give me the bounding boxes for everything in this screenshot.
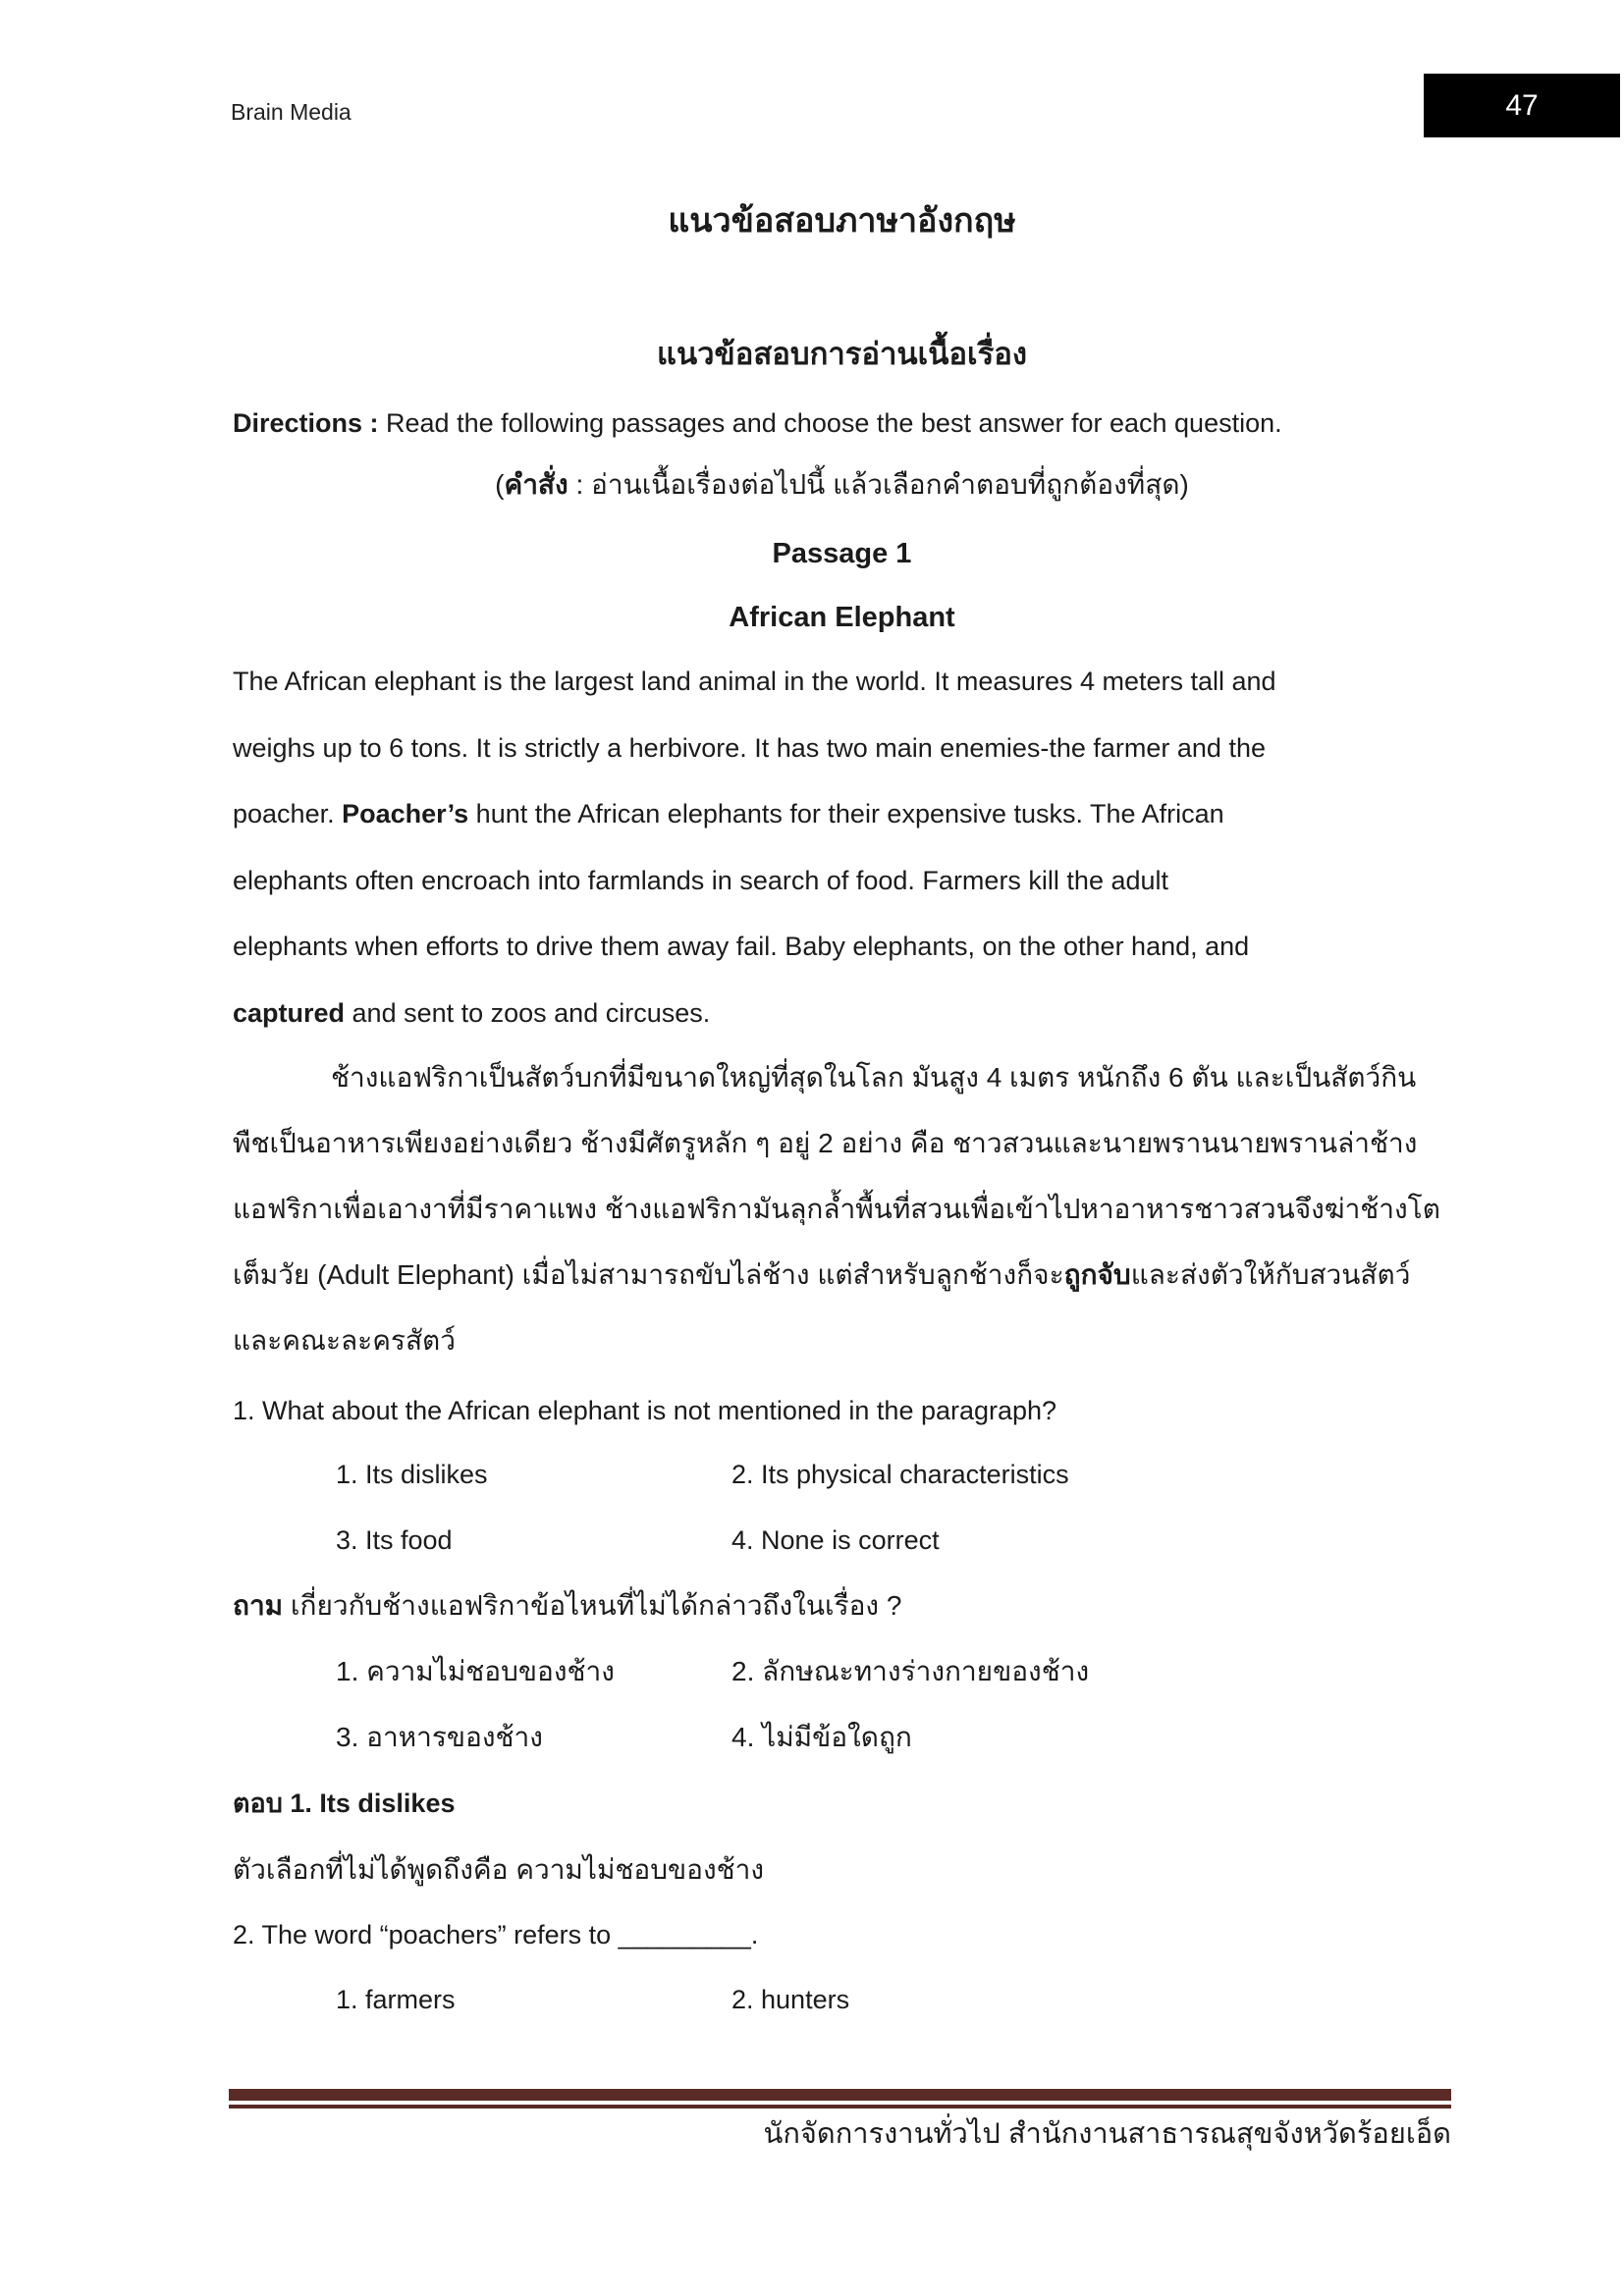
choice-option: 3. อาหารของช้าง [336,1722,543,1752]
text-segment: captured [233,997,346,1028]
passage-line [233,1044,1451,1110]
question-2-choices [233,1967,1451,2033]
brand-label: Brain Media [231,99,352,125]
text-segment: The African elephant is the largest land animal in the world. It measures 4 meters tall and [233,667,1276,696]
question-1-thai-choices [233,1638,1451,1770]
choice-row [233,1704,1451,1770]
choice-row [233,1967,1451,2033]
directions-english [233,391,1451,456]
text-segment: ( [495,469,505,500]
text-segment: weighs up to 6 tons. It is strictly a herbivore. It has two main enemies-the farmer and the [233,732,1266,763]
question-1-explanation: ตัวเลือกที่ไม่ได้พูดถึงคือ ความไม่ชอบของช้าง [233,1854,765,1885]
passage-title: African Elephant [729,602,955,633]
passage-thai [233,1044,1451,1373]
choice-option: 4. ไม่มีข้อใดถูก [731,1722,912,1752]
choice-row [233,1638,1451,1704]
text-segment: : อ่านเนื้อเรื่องต่อไปนี้ แล้วเลือกคำตอบที่ถูกต้องที่สุด) [568,469,1189,500]
question-1-choices [233,1442,1451,1574]
text-segment: แอฟริกาเพื่อเอางาที่มีราคาแพง ช้างแอฟริกามันลุกล้ำพื้นที่สวนเพื่อเข้าไปหาอาหารชาวสวนจึงฆ่าช้างโต [233,1194,1440,1224]
passage-line [233,1176,1451,1242]
text-segment: Read the following passages and choose the best answer for each question. [386,408,1282,438]
passage-line [233,1110,1451,1176]
passage-english [233,649,1451,1046]
text-segment: ถาม [233,1590,284,1621]
choice-option: 3. Its food [336,1525,453,1555]
text-segment: Directions : [233,408,387,438]
choice-row [233,1442,1451,1508]
passage-line [233,981,1451,1047]
text-segment: เต็มวัย (Adult Elephant) เมื่อไม่สามารถขับไล่ช้าง แต่สำหรับลูกช้างก็จะ [233,1259,1064,1290]
choice-option: 2. hunters [731,1985,850,2014]
page-number-badge [1424,74,1620,137]
page-title: แนวข้อสอบภาษาอังกฤษ [668,202,1016,240]
page-number: 47 [1505,89,1539,122]
text-segment: hunt the African elephants for their expensive tusks. The African [468,799,1224,828]
passage-line [233,716,1451,782]
choice-option: 1. farmers [336,1985,456,2014]
passage-line [233,914,1451,981]
footer-caption: นักจัดการงานทั่วไป สำนักงานสาธารณสุขจังหวัดร้อยเอ็ด [763,2118,1451,2150]
text-segment: poacher. [233,799,343,828]
footer-divider [229,2089,1451,2109]
text-segment: ถูกจับ [1063,1259,1131,1290]
choice-option: 1. Its dislikes [336,1460,488,1489]
text-segment: และส่งตัวให้กับสวนสัตว์ [1130,1259,1411,1290]
text-segment: พืชเป็นอาหารเพียงอย่างเดียว ช้างมีศัตรูหลัก ๆ อยู่ 2 อย่าง คือ ชาวสวนและนายพรานนายพรานล่าช้าง [233,1128,1418,1158]
text-segment: elephants when efforts to drive them away fail. Baby elephants, on the other hand, and [233,932,1250,961]
passage-line [233,1308,1451,1373]
choice-option: 2. Its physical characteristics [731,1460,1069,1489]
text-segment: and sent to zoos and circuses. [345,997,711,1028]
question-1-thai-text [233,1573,1451,1638]
passage-line [233,848,1451,915]
passage-line [233,1242,1451,1308]
section-title: แนวข้อสอบการอ่านเนื้อเรื่อง [656,337,1028,371]
passage-line [233,649,1451,716]
text-segment: elephants often encroach into farmlands in search of food. Farmers kill the adult [233,865,1169,895]
choice-option: 4. None is correct [731,1525,940,1555]
text-segment: เกี่ยวกับช้างแอฟริกาข้อไหนที่ไม่ได้กล่าวถึงในเรื่อง ? [283,1590,902,1621]
text-segment: และคณะละครสัตว์ [233,1325,456,1356]
question-1-text: 1. What about the African elephant is not mentioned in the paragraph? [233,1396,1057,1425]
text-segment: Poacher’s [342,799,469,828]
question-1-answer: ตอบ 1. Its dislikes [233,1789,456,1818]
passage-label: Passage 1 [772,538,912,569]
choice-option: 2. ลักษณะทางร่างกายของช้าง [731,1656,1090,1686]
choice-option: 1. ความไม่ชอบของช้าง [336,1656,615,1686]
text-segment: ช้างแอฟริกาเป็นสัตว์บกที่มีขนาดใหญ่ที่สุดในโลก มันสูง 4 เมตร หนักถึง 6 ตัน และเป็นสัตว์กิน [331,1062,1417,1093]
passage-line [233,781,1451,848]
choice-row [233,1508,1451,1574]
question-2-text: 2. The word “poachers” refers to _________. [233,1920,759,1949]
text-segment: คำสั่ง [504,469,568,500]
directions-thai [233,452,1451,517]
